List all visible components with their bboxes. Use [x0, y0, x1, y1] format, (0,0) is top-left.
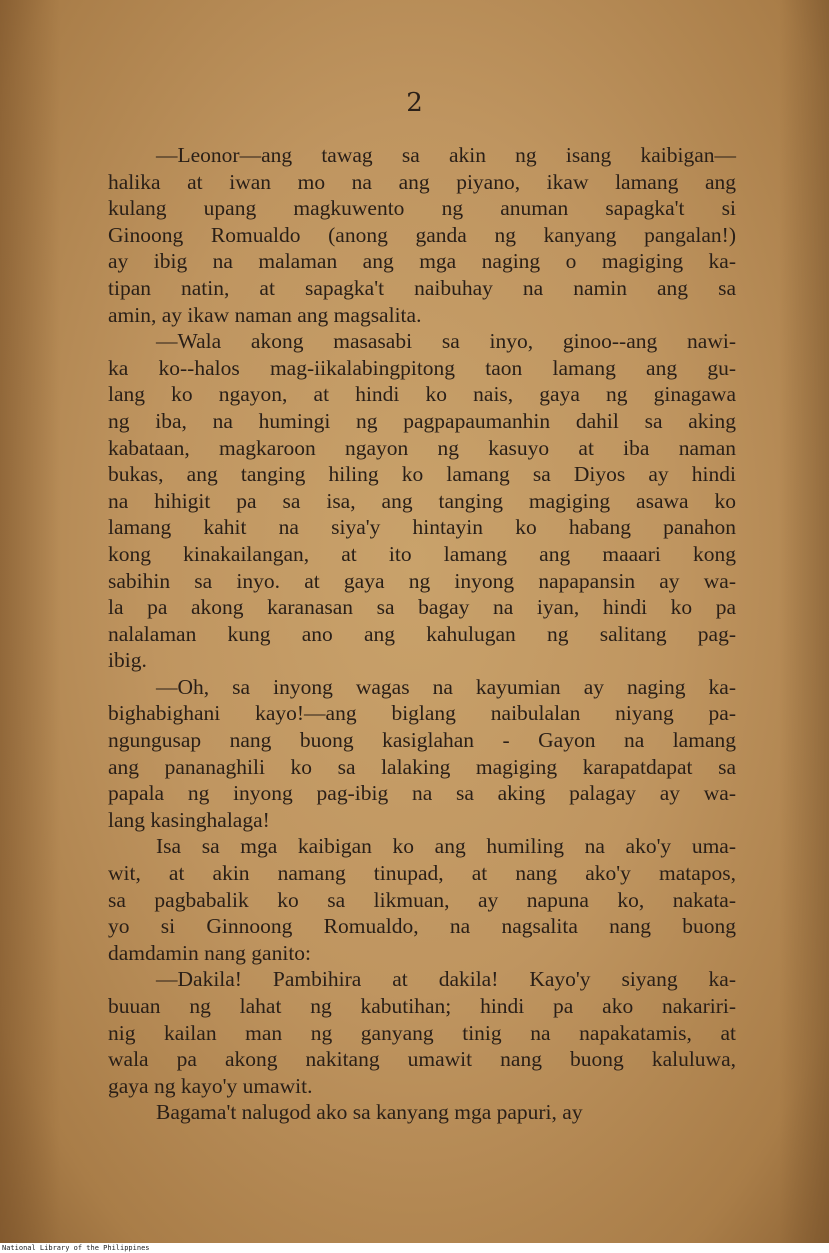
text-line: Isa sa mga kaibigan ko ang humiling na ako'y uma-	[156, 834, 736, 859]
text-line: kulang upang magkuwento ng anuman sapagka't si	[108, 196, 736, 221]
text-line: gaya ng kayo'y umawit.	[108, 1073, 313, 1098]
text-line: halika at iwan mo na ang piyano, ikaw lamang ang	[108, 169, 736, 194]
text-line: wit, at akin namang tinupad, at nang ako'y matapos,	[108, 861, 736, 886]
text-line: ngungusap nang buong kasiglahan - Gayon na lamang	[108, 728, 736, 753]
text-line: ang pananaghili ko sa lalaking magiging karapatdapat sa	[108, 754, 736, 779]
text-line: ka ko--halos mag-iikalabingpitong taon lamang ang gu-	[108, 355, 736, 380]
text-line: kong kinakailangan, at ito lamang ang maaari kong	[108, 541, 736, 566]
footer-bar	[0, 1243, 829, 1253]
text-line: papala ng inyong pag-ibig na sa aking palagay ay wa-	[108, 781, 736, 806]
text-line: lamang kahit na siya'y hintayin ko habang panahon	[108, 515, 736, 540]
text-line: tipan natin, at sapagka't naibuhay na namin ang sa	[108, 275, 736, 300]
text-line: —Oh, sa inyong wagas na kayumian ay naging ka-	[156, 674, 736, 699]
page-body-text	[108, 142, 736, 1126]
text-line: ng iba, na humingi ng pagpapaumanhin dahil sa aking	[108, 408, 736, 433]
text-line: amin, ay ikaw naman ang magsalita.	[108, 302, 422, 327]
page-number: 2	[406, 88, 423, 118]
text-line: bighabighani kayo!—ang biglang naibulalan niyang pa-	[108, 701, 736, 726]
text-line: lang ko ngayon, at hindi ko nais, gaya ng ginagawa	[108, 382, 736, 407]
text-line: sabihin sa inyo. at gaya ng inyong napapansin ay wa-	[108, 568, 736, 593]
text-line: —Leonor—ang tawag sa akin ng isang kaibigan—	[156, 143, 736, 167]
text-line: wala pa akong nakitang umawit nang buong kaluluwa,	[108, 1047, 736, 1072]
text-line: sa pagbabalik ko sa likmuan, ay napuna ko, nakata-	[108, 887, 736, 912]
text-line: kabataan, magkaroon ngayon ng kasuyo at iba naman	[108, 435, 736, 460]
text-line: —Dakila! Pambihira at dakila! Kayo'y siyang ka-	[156, 967, 736, 992]
text-line: ibig.	[108, 648, 147, 673]
text-line: yo si Ginnoong Romualdo, na nagsalita nang buong	[108, 914, 736, 939]
text-line: nig kailan man ng ganyang tinig na napakatamis, at	[108, 1020, 736, 1045]
footer-credit: National Library of the Philippines	[2, 1244, 150, 1252]
text-line: na hihigit pa sa isa, ang tanging magiging asawa ko	[108, 488, 736, 513]
text-line: lang kasinghalaga!	[108, 807, 270, 832]
text-line: bukas, ang tanging hiling ko lamang sa Diyos ay hindi	[108, 462, 736, 487]
text-line: damdamin nang ganito:	[108, 940, 312, 965]
text-line: Ginoong Romualdo (anong ganda ng kanyang pangalan!)	[108, 222, 736, 247]
text-line: Bagama't nalugod ako sa kanyang mga papuri, ay	[156, 1100, 583, 1125]
text-line: la pa akong karanasan sa bagay na iyan, hindi ko pa	[108, 595, 736, 620]
text-line: buuan ng lahat ng kabutihan; hindi pa ako nakariri-	[108, 994, 736, 1018]
text-line: ay ibig na malaman ang mga naging o magiging ka-	[108, 249, 736, 274]
text-line: nalalaman kung ano ang kahulugan ng salitang pag-	[108, 621, 736, 646]
text-line: —Wala akong masasabi sa inyo, ginoo--ang nawi-	[156, 329, 736, 354]
